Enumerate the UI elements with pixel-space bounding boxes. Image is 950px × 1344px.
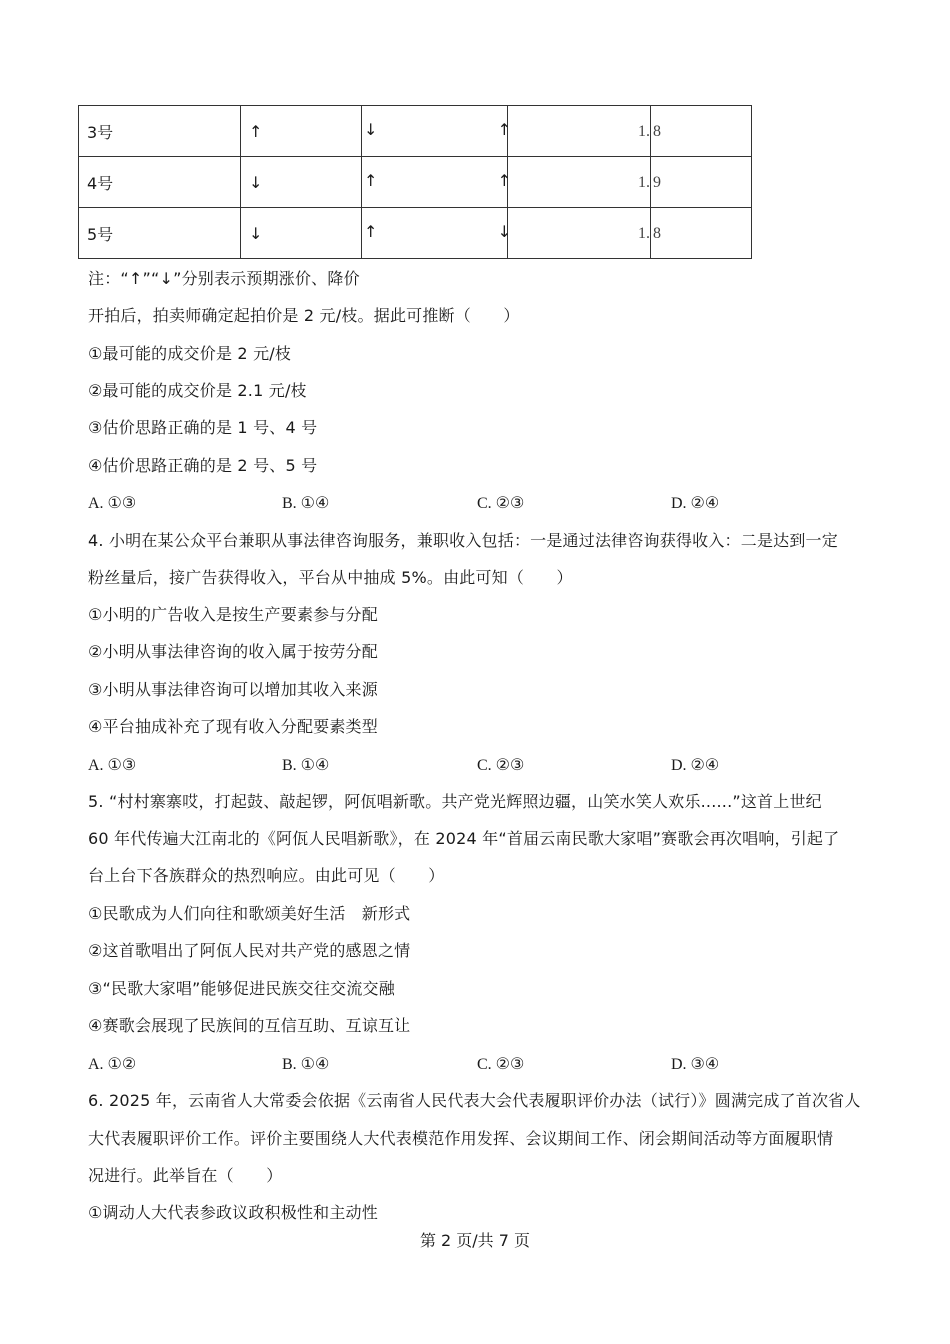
- question-stem: 开拍后，拍卖师确定起拍价是 2 元/枝。据此可推断（ ）: [88, 306, 520, 325]
- statement-item: ②最可能的成交价是 2.1 元/枝: [88, 381, 307, 400]
- question-stem: 台上台下各族群众的热烈响应。由此可见（ ）: [88, 866, 445, 885]
- option-b[interactable]: B. ①④: [282, 1056, 330, 1073]
- statement-item: ④平台抽成补充了现有收入分配要素类型: [88, 717, 378, 736]
- trend-arrow-icon: ↓: [249, 172, 263, 192]
- trend-arrow-icon: ↑: [497, 120, 511, 139]
- statement-item: ③估价思路正确的是 1 号、4 号: [88, 418, 318, 437]
- trend-arrow-icon: ↑: [364, 171, 378, 190]
- question-stem: 60 年代传遍大江南北的《阿佤人民唱新歌》，在 2024 年“首届云南民歌大家唱”赛歌会再次唱响，引起了: [88, 829, 840, 848]
- statement-item: ③小明从事法律咨询可以增加其收入来源: [88, 680, 378, 699]
- question-stem: 况进行。此举旨在（ ）: [88, 1166, 283, 1185]
- price-decimal: 9: [653, 174, 661, 191]
- trend-arrow-icon: ↑: [497, 171, 511, 190]
- option-d[interactable]: D. ②④: [671, 495, 720, 512]
- table-row: [79, 208, 752, 259]
- question-stem: 5. “村村寨寨哎，打起鼓、敲起锣，阿佤唱新歌。共产党光辉照边疆，山笑水笑人欢乐......”这首上世纪: [88, 792, 822, 811]
- price-integer: 1.: [638, 225, 650, 242]
- trend-arrow-icon: ↓: [497, 222, 511, 241]
- trend-arrow-icon: ↓: [249, 223, 263, 243]
- trend-arrow-icon: ↑: [364, 222, 378, 241]
- price-integer: 1.: [638, 174, 650, 191]
- option-b[interactable]: B. ①④: [282, 757, 330, 774]
- bidder-label: 4号: [79, 157, 241, 208]
- table-note: 注：“↑”“↓”分别表示预期涨价、降价: [88, 269, 360, 288]
- statement-item: ②小明从事法律咨询的收入属于按劳分配: [88, 642, 378, 661]
- statement-item: ①小明的广告收入是按生产要素参与分配: [88, 605, 378, 624]
- price-decimal: 8: [653, 225, 661, 242]
- statement-item: ①调动人大代表参政议政积极性和主动性: [88, 1203, 378, 1222]
- question-stem: 6. 2025 年，云南省人大常委会依据《云南省人民代表大会代表履职评价办法（试行）》圆满完成了首次省人: [88, 1091, 861, 1110]
- question-stem: 粉丝量后，接广告获得收入，平台从中抽成 5%。由此可知（ ）: [88, 568, 573, 587]
- statement-item: ③“民歌大家唱”能够促进民族交往交流交融: [88, 979, 395, 998]
- statement-item: ①最可能的成交价是 2 元/枝: [88, 344, 292, 363]
- statement-item: ④估价思路正确的是 2 号、5 号: [88, 456, 318, 475]
- estimate-table: [78, 105, 752, 259]
- bidder-label: 3号: [79, 106, 241, 157]
- option-a[interactable]: A. ①③: [88, 757, 137, 774]
- page-number: 第 2 页/共 7 页: [419, 1231, 531, 1250]
- question-stem: 4. 小明在某公众平台兼职从事法律咨询服务，兼职收入包括：一是通过法律咨询获得收入：二是达到一定: [88, 531, 838, 550]
- option-a[interactable]: A. ①②: [88, 1056, 137, 1073]
- question-stem: 大代表履职评价工作。评价主要围绕人大代表模范作用发挥、会议期间工作、闭会期间活动等方面履职情: [88, 1129, 834, 1148]
- option-d[interactable]: D. ②④: [671, 757, 720, 774]
- table-row: [79, 106, 752, 157]
- price-integer: 1.: [638, 123, 650, 140]
- trend-arrow-icon: ↓: [364, 120, 378, 139]
- option-c[interactable]: C. ②③: [477, 495, 525, 512]
- option-a[interactable]: A. ①③: [88, 495, 137, 512]
- option-b[interactable]: B. ①④: [282, 495, 330, 512]
- table-row: [79, 157, 752, 208]
- bidder-label: 5号: [79, 208, 241, 259]
- trend-arrow-icon: ↑: [249, 121, 263, 141]
- option-c[interactable]: C. ②③: [477, 757, 525, 774]
- option-c[interactable]: C. ②③: [477, 1056, 525, 1073]
- price-decimal: 8: [653, 123, 661, 140]
- statement-item: ②这首歌唱出了阿佤人民对共产党的感恩之情: [88, 941, 411, 960]
- option-d[interactable]: D. ③④: [671, 1056, 720, 1073]
- statement-item: ①民歌成为人们向往和歌颂美好生活 新形式: [88, 904, 411, 923]
- statement-item: ④赛歌会展现了民族间的互信互助、互谅互让: [88, 1016, 411, 1035]
